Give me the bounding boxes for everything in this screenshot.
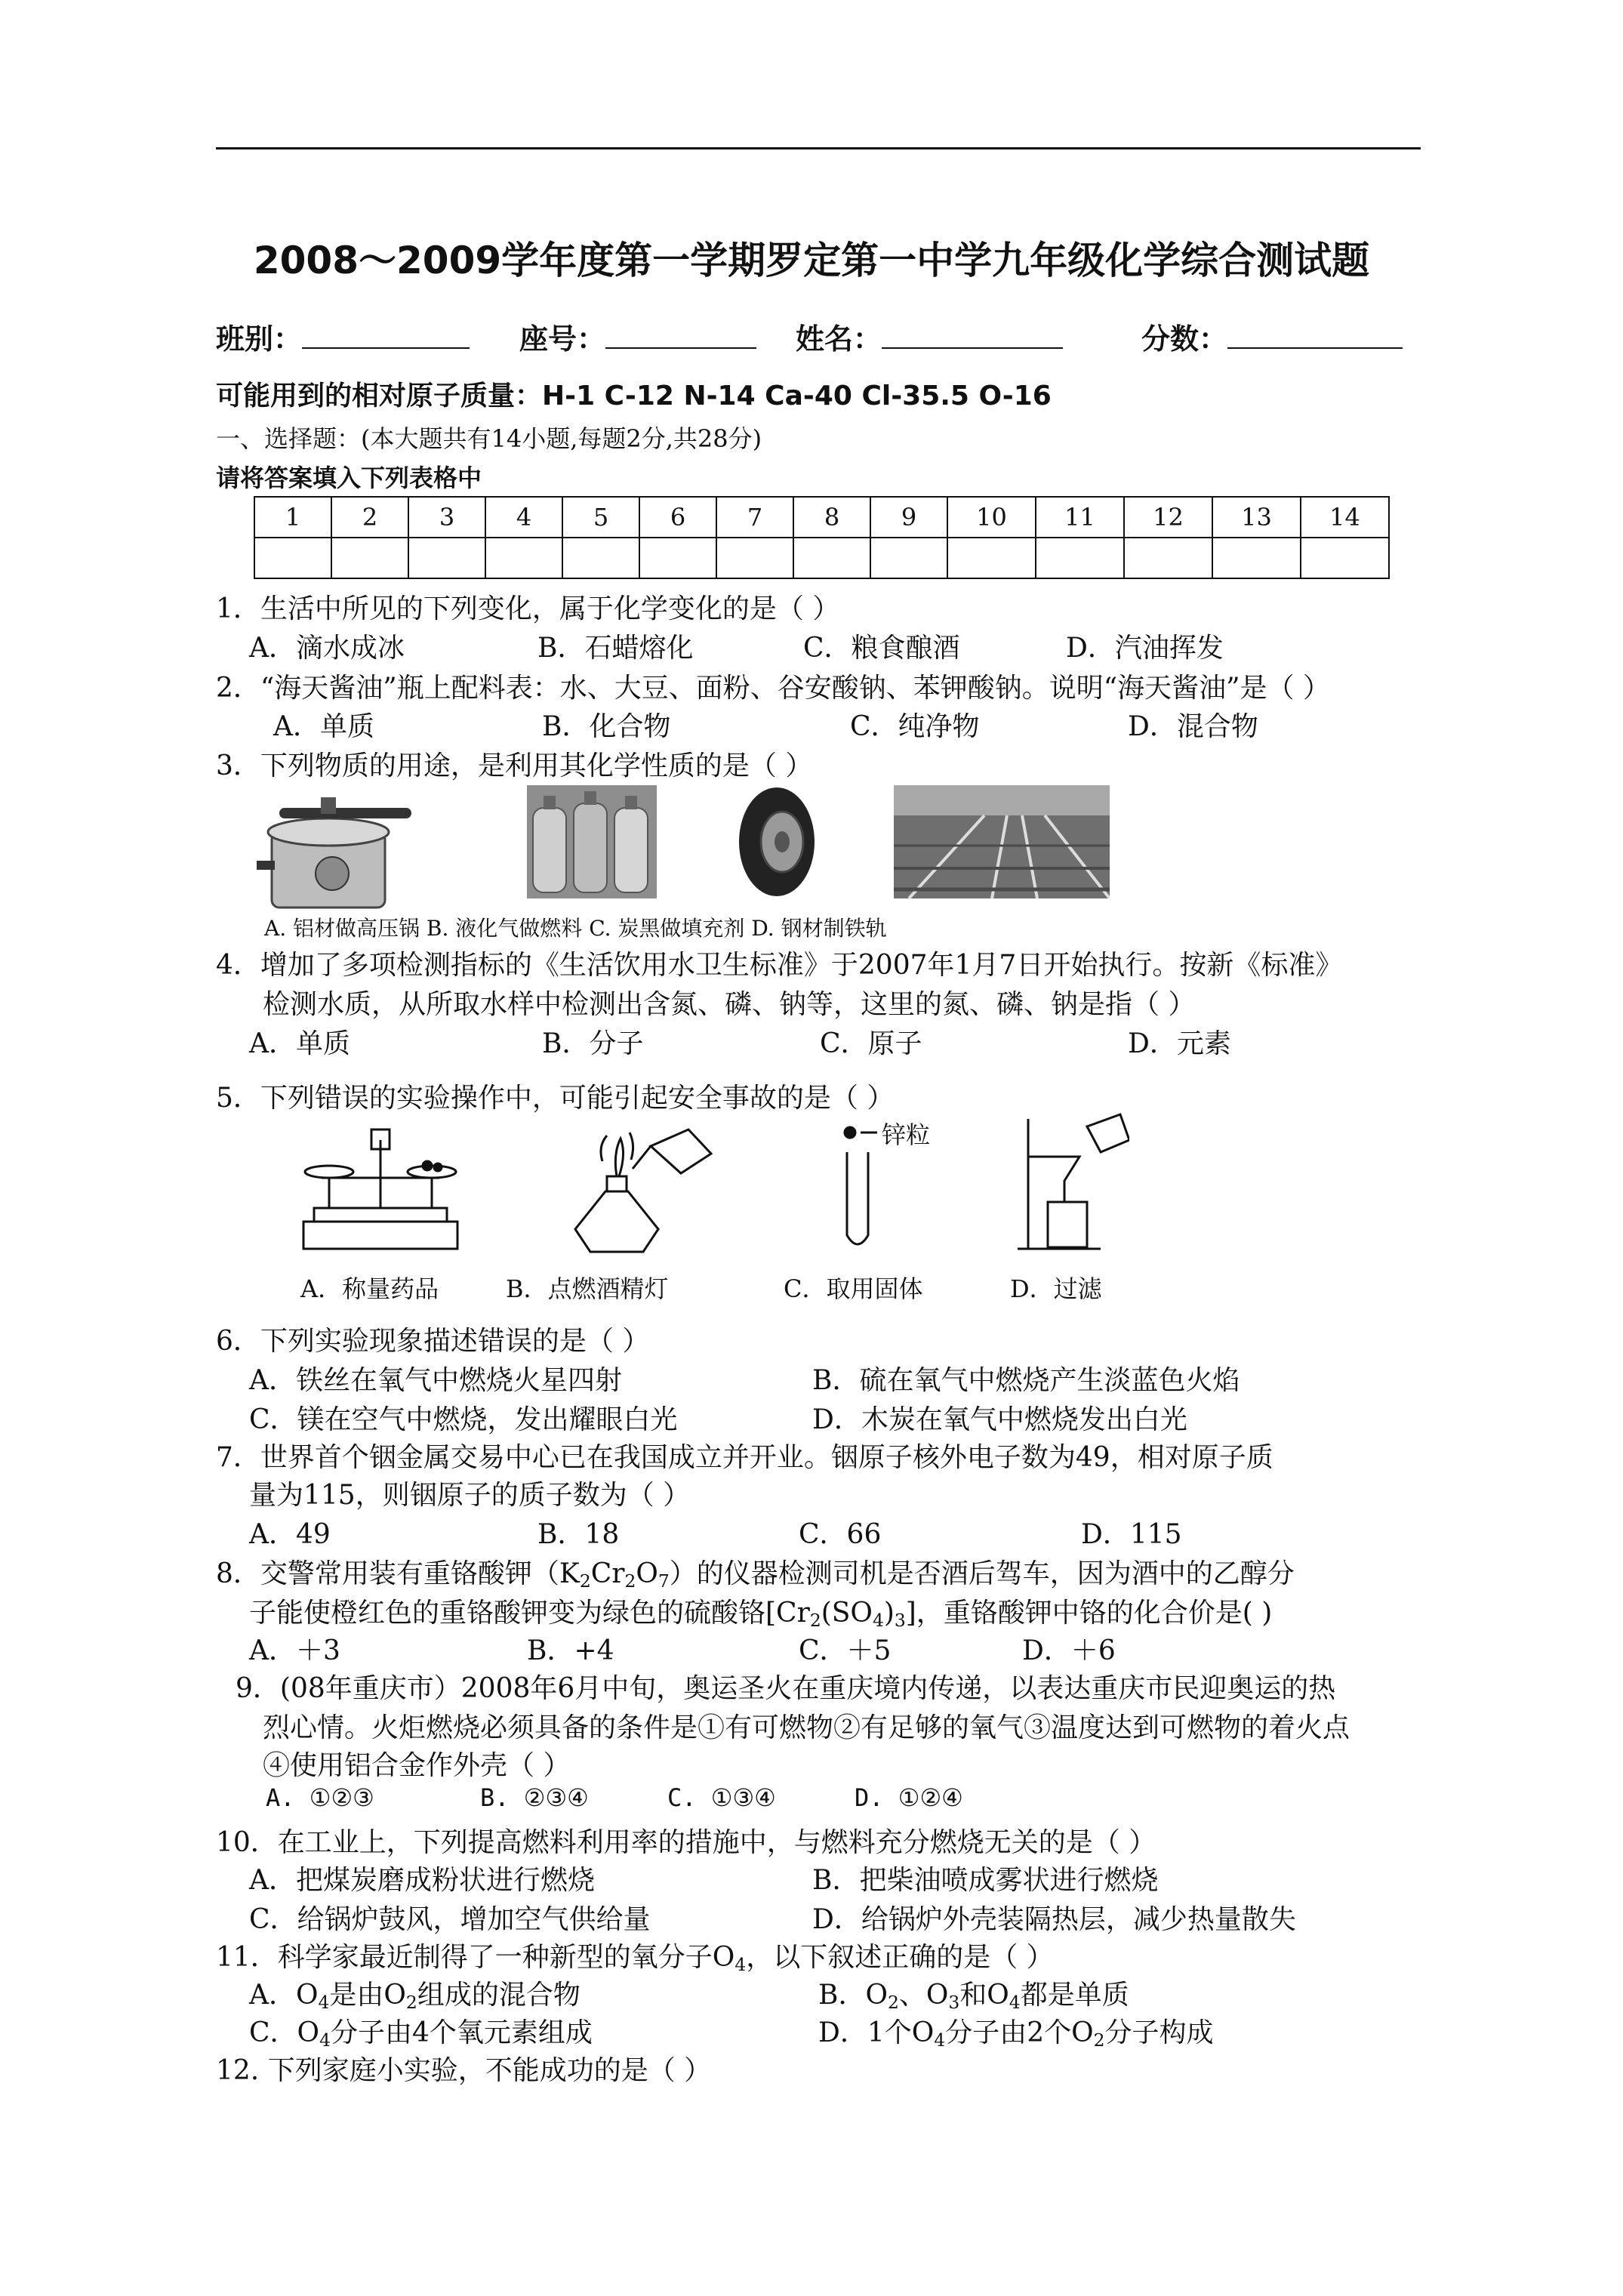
q4-line2: 检测水质，从所取水样中检测出含氮、磷、钠等，这里的氮、磷、钠是指（ ）: [263, 989, 1196, 1020]
answer-cell[interactable]: [716, 538, 793, 578]
q1-option-c: C．粮食酿酒: [803, 633, 960, 664]
q6-option-d: D．木炭在氧气中燃烧发出白光: [812, 1404, 1187, 1435]
table-header-cell: 4: [485, 497, 562, 538]
q8-option-b: B．+4: [527, 1635, 614, 1666]
q8-line2: 子能使橙红色的重铬酸钾变为绿色的硫酸铬$[Cr_2(SO_4)_3]$，重铬酸钾中铬的化合价是( ): [249, 1598, 1273, 1631]
name-blank[interactable]: [882, 347, 1063, 349]
table-header-cell: 6: [639, 497, 716, 538]
alcohol-lamp-diagram: [560, 1116, 714, 1256]
answer-cell[interactable]: [408, 538, 485, 578]
table-header-cell: 12: [1124, 497, 1212, 538]
answer-cell[interactable]: [331, 538, 408, 578]
table-instruction: 请将答案填入下列表格中: [216, 464, 482, 492]
section-heading: 一、选择题：(本大题共有14小题,每题2分,共28分): [216, 424, 762, 453]
q8-option-d: D．＋6: [1022, 1635, 1116, 1666]
table-header-cell: 10: [947, 497, 1036, 538]
table-header-cell: 11: [1036, 497, 1124, 538]
q8-option-a: A．＋3: [249, 1635, 340, 1666]
q7-line1: 7．世界首个铟金属交易中心已在我国成立并开业。铟原子核外电子数为49，相对原子质: [216, 1442, 1273, 1473]
answer-cell[interactable]: [793, 538, 870, 578]
answer-cell[interactable]: [1036, 538, 1124, 578]
q11-option-b: B．$O_2$、$O_3$和$O_4$都是单质: [818, 1980, 1129, 2013]
answer-table-header-row: [254, 497, 1389, 538]
answer-cell[interactable]: [562, 538, 639, 578]
seat-blank[interactable]: [605, 347, 756, 349]
table-header-cell: 3: [408, 497, 485, 538]
q5-stem: 5．下列错误的实验操作中，可能引起安全事故的是（ ）: [216, 1083, 895, 1114]
q5-caption-a: A．称量药品: [300, 1274, 439, 1303]
name-label: 姓名：: [796, 316, 1063, 357]
q4-option-d: D．元素: [1128, 1028, 1231, 1059]
q11-option-a: A．$O_4$是由$O_2$组成的混合物: [249, 1980, 581, 2013]
q10-stem: 10．在工业上，下列提高燃料利用率的措施中，与燃料充分燃烧无关的是（ ）: [216, 1827, 1156, 1858]
answer-cell[interactable]: [1124, 538, 1212, 578]
q9-line1: 9．(08年重庆市）2008年6月中旬，奥运圣火在重庆境内传递，以表达重庆市民迎奥运的热: [236, 1673, 1336, 1704]
q11-option-d: D．1个$O_4$分子由2个$O_2$分子构成: [818, 2017, 1214, 2051]
q7-line2: 量为115，则铟原子的质子数为（ ）: [249, 1480, 691, 1511]
q9-option-a: A. ①②③: [266, 1783, 374, 1812]
q7-option-b: B．18: [537, 1519, 620, 1550]
q9-option-c: C. ①③④: [667, 1783, 776, 1812]
q1-option-a: A．滴水成冰: [249, 633, 405, 664]
q11-stem: 11．科学家最近制得了一种新型的氧分子$O_4$，以下叙述正确的是（ ）: [216, 1942, 1054, 1975]
filtration-diagram: [1018, 1111, 1129, 1255]
answer-cell[interactable]: [254, 538, 331, 578]
q12-stem: 12. 下列家庭小实验，不能成功的是（ ）: [216, 2055, 712, 2086]
answer-cell[interactable]: [870, 538, 947, 578]
q3-caption: A. 铝材做高压锅 B. 液化气做燃料 C. 炭黑做填充剂 D. 钢材制铁轨: [264, 916, 887, 941]
q1-option-b: B．石蜡熔化: [537, 633, 694, 664]
q6-option-a: A．铁丝在氧气中燃烧火星四射: [249, 1365, 622, 1396]
q5-caption-b: B．点燃酒精灯: [506, 1274, 669, 1303]
q8-option-c: C．＋5: [799, 1635, 892, 1666]
q4-option-b: B．分子: [542, 1028, 644, 1059]
q6-option-c: C．镁在空气中燃烧，发出耀眼白光: [249, 1404, 678, 1435]
atomic-masses: 可能用到的相对原子质量：H-1 C-12 N-14 Ca-40 Cl-35.5 O-16: [216, 381, 1052, 411]
q2-stem: 2．“海天酱油”瓶上配料表：水、大豆、面粉、谷安酸钠、苯钾酸钠。说明“海天酱油”是（ ）: [216, 673, 1330, 704]
q2-option-d: D．混合物: [1128, 711, 1258, 742]
score-blank[interactable]: [1227, 347, 1403, 349]
zinc-label: 锌粒: [882, 1120, 931, 1149]
class-label: 班别：: [216, 316, 470, 357]
answer-table: [254, 496, 1390, 579]
q1-stem: 1．生活中所见的下列变化，属于化学变化的是（ ）: [216, 593, 840, 624]
header-rule: [216, 147, 1421, 149]
q7-option-a: A．49: [249, 1519, 331, 1550]
answer-cell[interactable]: [1301, 538, 1389, 578]
q10-option-a: A．把煤炭磨成粉状进行燃烧: [249, 1865, 595, 1896]
q2-option-a: A．单质: [273, 711, 374, 742]
q7-option-c: C．66: [799, 1519, 882, 1550]
test-tube-diagram: [835, 1122, 880, 1255]
q9-option-d: D. ①②④: [855, 1783, 963, 1812]
pressure-cooker-image: [257, 787, 415, 921]
page-title: 2008～2009学年度第一学期罗定第一中学九年级化学综合测试题: [253, 239, 1370, 282]
q2-option-c: C．纯净物: [850, 711, 980, 742]
q4-option-c: C．原子: [820, 1028, 922, 1059]
q2-option-b: B．化合物: [542, 711, 671, 742]
answer-cell[interactable]: [639, 538, 716, 578]
q10-option-b: B．把柴油喷成雾状进行燃烧: [812, 1865, 1159, 1896]
score-label: 分数：: [1141, 316, 1403, 357]
q9-option-b: B. ②③④: [480, 1783, 589, 1812]
answer-cell[interactable]: [485, 538, 562, 578]
table-header-cell: 1: [254, 497, 331, 538]
q7-option-d: D．115: [1081, 1519, 1182, 1550]
table-header-cell: 5: [562, 497, 639, 538]
q8-line1: 8．交警常用装有重铬酸钾$(K_2Cr_2O_7)$的仪器检测司机是否酒后驾车，因为酒中的乙醇分: [216, 1558, 1295, 1592]
q5-caption-c: C．取用固体: [784, 1274, 923, 1303]
seat-label: 座号：: [519, 316, 756, 357]
q4-line1: 4．增加了多项检测指标的《生活饮用水卫生标准》于2007年1月7日开始执行。按新《标准》: [216, 950, 1343, 981]
q9-line2: 烈心情。火炬燃烧必须具备的条件是①有可燃物②有足够的氧气③温度达到可燃物的着火点: [263, 1712, 1350, 1743]
answer-cell[interactable]: [1212, 538, 1301, 578]
q11-option-c: C．$O_4$分子由4个氧元素组成: [249, 2017, 593, 2051]
answer-cell[interactable]: [947, 538, 1036, 578]
table-header-cell: 14: [1301, 497, 1389, 538]
q9-line3: ④使用铝合金作外壳（ ）: [263, 1750, 571, 1781]
q3-stem: 3．下列物质的用途，是利用其化学性质的是（ ）: [216, 750, 813, 781]
class-blank[interactable]: [302, 347, 470, 349]
gas-cylinders-image: [527, 785, 657, 898]
q4-option-a: A．单质: [249, 1028, 350, 1059]
table-header-cell: 7: [716, 497, 793, 538]
table-header-cell: 2: [331, 497, 408, 538]
balance-diagram: [299, 1125, 462, 1255]
table-header-cell: 9: [870, 497, 947, 538]
answer-table-answer-row: [254, 538, 1389, 578]
q10-option-d: D．给锅炉外壳装隔热层，减少热量散失: [812, 1904, 1296, 1935]
table-header-cell: 8: [793, 497, 870, 538]
q6-stem: 6．下列实验现象描述错误的是（ ）: [216, 1326, 650, 1357]
tire-image: [737, 785, 817, 898]
q5-caption-d: D．过滤: [1010, 1274, 1102, 1303]
table-header-cell: 13: [1212, 497, 1301, 538]
q10-option-c: C．给锅炉鼓风，增加空气供给量: [249, 1904, 651, 1935]
q6-option-b: B．硫在氧气中燃烧产生淡蓝色火焰: [812, 1365, 1240, 1396]
railway-tracks-image: [894, 785, 1110, 898]
q1-option-d: D．汽油挥发: [1066, 633, 1224, 664]
